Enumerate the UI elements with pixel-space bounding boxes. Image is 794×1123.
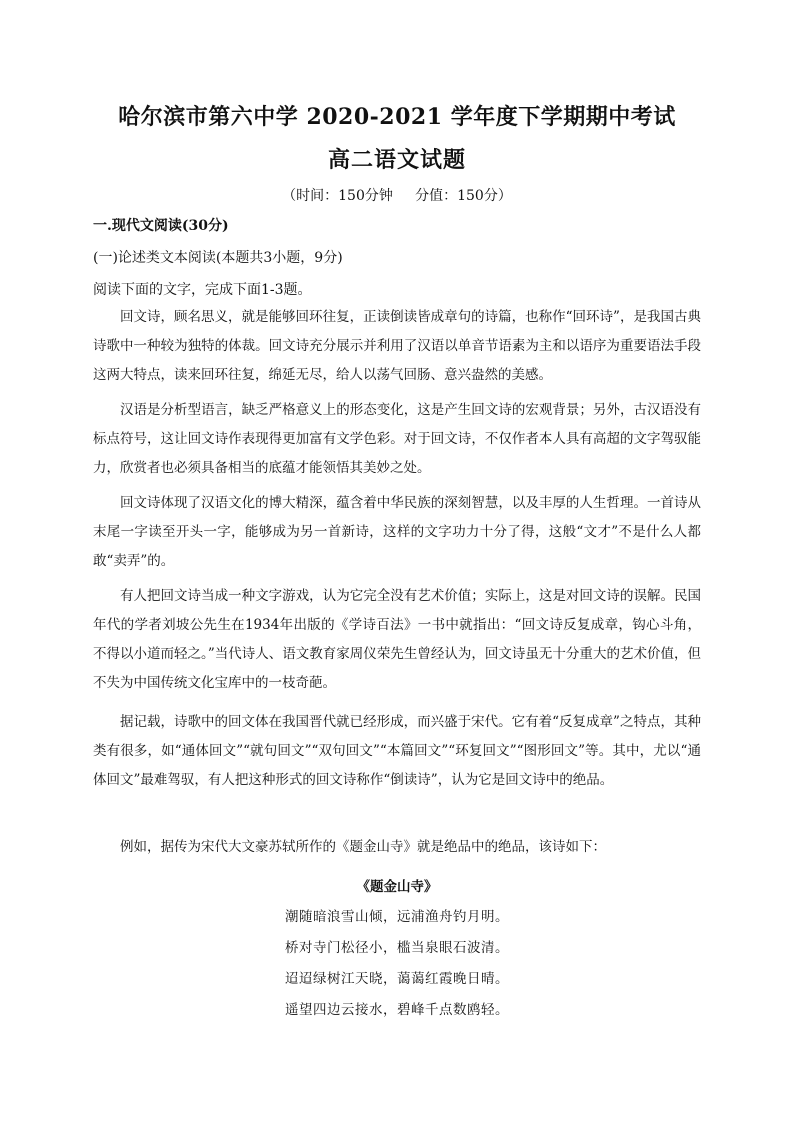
paragraph-4: 有人把回文诗当成一种文字游戏，认为它完全没有艺术价值；实际上，这是对回文诗的误解。民国年代的学者刘坡公先生在1934年出版的《学诗百法》一书中就指出：“回文诗反复成章，钩心斗角，不得以小道而轻之。”当代诗人、语文教育家周仪荣先生曾经认为，回文诗虽无十分重大的艺术价值，但不失为中国传统文化宝库中的一枝奇葩。 (93, 588, 701, 691)
subsection-heading: (一)论述类文本阅读(本题共3小题，9分) (93, 250, 343, 266)
paragraph-6: 例如，据传为宋代大文豪苏轼所作的《题金山寺》就是绝品中的绝品，该诗如下： (120, 839, 606, 855)
exam-subtitle: 高二语文试题 (327, 147, 466, 173)
paragraph-2: 汉语是分析型语言，缺乏严格意义上的形态变化，这是产生回文诗的宏观背景；另外，古汉语没有标点符号，这让回文诗作表现得更加富有文学色彩。对于回文诗，不仅作者本人具有高超的文字驾驭能力，欣赏者也必须具备相当的底蕴才能领悟其美妙之处。 (93, 402, 701, 476)
section-heading: 一.现代文阅读(30分) (93, 218, 229, 234)
poem-line-4: 遥望四边云接水，碧峰千点数鸥轻。 (285, 1002, 509, 1018)
poem-line-1: 潮随暗浪雪山倾，远浦渔舟钓月明。 (285, 909, 509, 925)
poem-line-3: 迢迢绿树江天晓，蔼蔼红霞晚日晴。 (285, 971, 509, 987)
poem-title: 《题金山寺》 (356, 879, 438, 895)
poem-line-2: 桥对寺门松径小，槛当泉眼石波清。 (285, 940, 509, 956)
paragraph-5: 据记载，诗歌中的回文体在我国晋代就已经形成，而兴盛于宋代。它有着“反复成章”之特点，其种类有很多，如“通体回文”“就句回文”“双句回文”“本篇回文”“环复回文”“图形回文”等。其中，尤以“通体回文”最难驾驭，有人把这种形式的回文诗称作“倒读诗”，认为它是回文诗中的绝品。 (93, 714, 701, 788)
paragraph-3: 回文诗体现了汉语文化的博大精深，蕴含着中华民族的深刻智慧，以及丰厚的人生哲理。一首诗从末尾一字读至开头一字，能够成为另一首新诗，这样的文字功力十分了得，这般“文才”不是什么人都敢“卖弄”的。 (93, 495, 701, 569)
exam-time-score-info: （时间：150分钟 分值：150分） (282, 188, 512, 204)
paragraph-1: 回文诗，顾名思义，就是能够回环往复，正读倒读皆成章句的诗篇，也称作“回环诗”，是我国古典诗歌中一种较为独特的体裁。回文诗充分展示并利用了汉语以单音节语素为主和以语序为重要语法手段这两大特点，读来回环往复，绵延无尽，给人以荡气回肠、意兴盎然的美感。 (93, 309, 701, 383)
exam-title: 哈尔滨市第六中学 2020-2021 学年度下学期期中考试 (118, 104, 676, 130)
reading-instruction: 阅读下面的文字，完成下面1-3题。 (93, 282, 312, 298)
